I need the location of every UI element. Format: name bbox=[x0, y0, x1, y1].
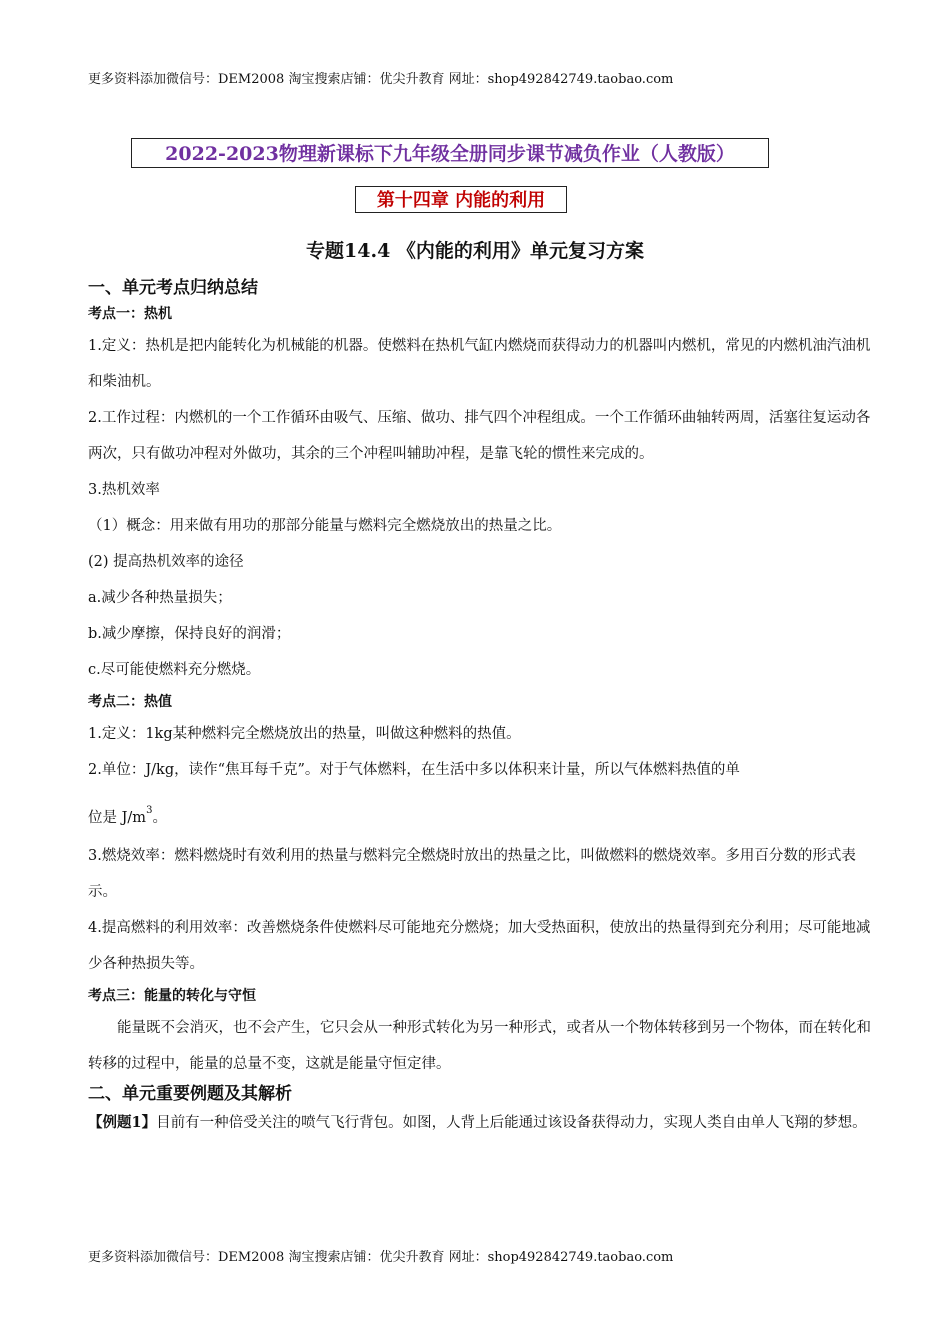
topic-title: 专题14.4 《内能的利用》单元复习方案 bbox=[306, 240, 644, 262]
page-footer: 更多资料添加微信号：DEM2008 淘宝搜索店铺：优尖升教育 网址：shop492842749.taobao.com bbox=[88, 1250, 674, 1265]
kp1-working-process: 2.工作过程：内燃机的一个工作循环由吸气、压缩、做功、排气四个冲程组成。一个工作循环曲轴转两周，活塞往复运动各两次，只有做功冲程对外做功，其余的三个冲程叫辅助冲程，是靠飞轮的惯性来完成的。 bbox=[88, 410, 871, 462]
kp1-way-c: c.尽可能使燃料充分燃烧。 bbox=[88, 662, 261, 678]
kp1-efficiency-heading: 3.热机效率 bbox=[88, 482, 160, 498]
kp1-way-a: a.减少各种热量损失； bbox=[88, 590, 232, 606]
kp1-definition: 1.定义：热机是把内能转化为机械能的机器。使燃料在热机气缸内燃烧而获得动力的机器叫内燃机，常见的内燃机油汽油机和柴油机。 bbox=[88, 338, 871, 390]
keypoint-heading-1: 考点一：热机 bbox=[88, 306, 172, 322]
superscript-3: 3 bbox=[146, 805, 153, 816]
keypoint-heading-2: 考点二：热值 bbox=[88, 694, 172, 710]
keypoint-heading-3: 考点三：能量的转化与守恒 bbox=[88, 988, 256, 1004]
kp1-way-b: b.减少摩擦，保持良好的润滑； bbox=[88, 626, 291, 642]
kp2-improve-efficiency: 4.提高燃料的利用效率：改善燃烧条件使燃料尽可能地充分燃烧；加大受热面积，使放出的热量得到充分利用；尽可能地减少各种热损失等。 bbox=[88, 920, 871, 972]
kp3-energy-conservation: 能量既不会消灭，也不会产生，它只会从一种形式转化为另一种形式，或者从一个物体转移到另一个物体，而在转化和转移的过程中，能量的总量不变，这就是能量守恒定律。 bbox=[88, 1020, 871, 1072]
section-heading-2: 二、单元重要例题及其解析 bbox=[88, 1084, 292, 1104]
document-body bbox=[88, 276, 878, 1140]
kp2-unit-continued bbox=[88, 788, 878, 838]
kp2-unit: 2.单位：J/kg，读作“焦耳每千克”。对于气体燃料，在生活中多以体积来计量，所以气体燃料热值的单 bbox=[88, 762, 740, 778]
kp1-efficiency-ways: (2) 提高热机效率的途径 bbox=[88, 554, 244, 570]
kp2-unit-text: 位是 J/m bbox=[88, 810, 147, 826]
kp2-unit-end: 。 bbox=[152, 810, 167, 826]
section-heading-1: 一、单元考点归纳总结 bbox=[88, 278, 258, 298]
example-1-text: 目前有一种倍受关注的喷气飞行背包。如图，人背上后能通过该设备获得动力，实现人类自由单人飞翔的梦想。 bbox=[156, 1115, 867, 1131]
kp2-definition: 1.定义：1kg某种燃料完全燃烧放出的热量，叫做这种燃料的热值。 bbox=[88, 726, 521, 742]
chapter-title: 第十四章 内能的利用 bbox=[355, 186, 567, 213]
kp1-efficiency-concept: （1）概念：用来做有用功的那部分能量与燃料完全燃烧放出的热量之比。 bbox=[88, 518, 562, 534]
kp2-combustion-efficiency: 3.燃烧效率：燃料燃烧时有效利用的热量与燃料完全燃烧时放出的热量之比，叫做燃料的燃烧效率。多用百分数的形式表示。 bbox=[88, 848, 856, 900]
example-1 bbox=[88, 1106, 878, 1140]
example-1-label: 【例题1】 bbox=[88, 1114, 157, 1131]
page-header: 更多资料添加微信号：DEM2008 淘宝搜索店铺：优尖升教育 网址：shop492842749.taobao.com bbox=[88, 72, 674, 87]
document-title: 2022-2023物理新课标下九年级全册同步课节减负作业（人教版） bbox=[131, 138, 769, 168]
